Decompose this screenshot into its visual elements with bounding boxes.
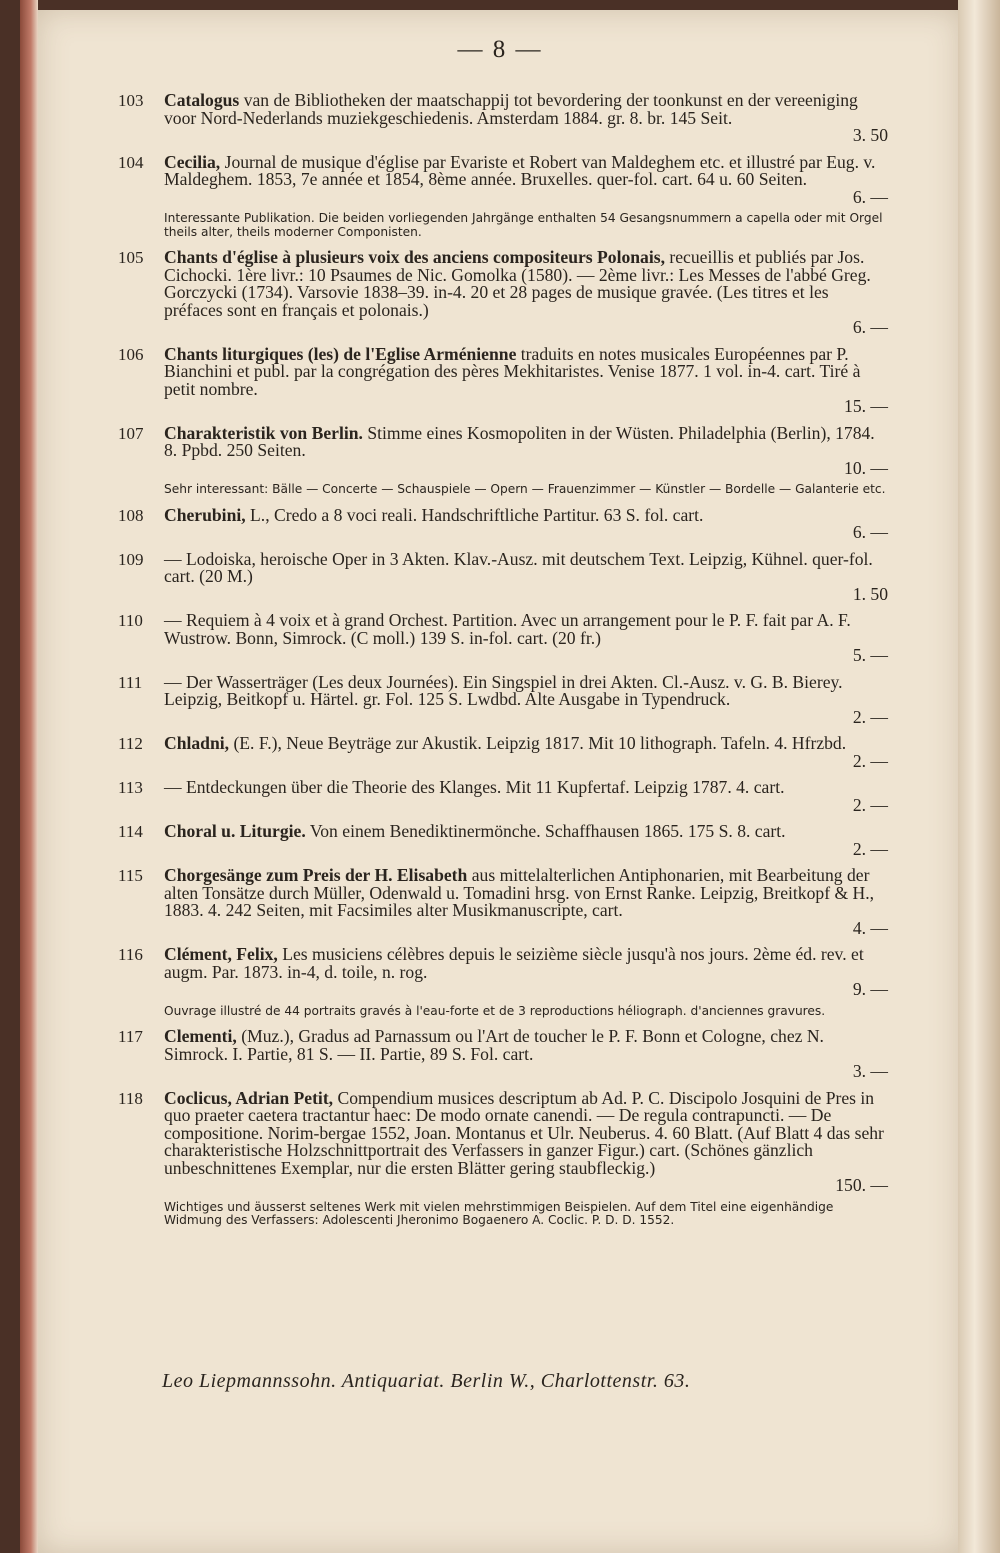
entry-number: 109 [118, 549, 144, 569]
entry-heading: Coclicus, Adrian Petit, [164, 1087, 334, 1108]
entry-number: 112 [118, 734, 143, 753]
entry-price: 10. — [844, 457, 888, 478]
entry-heading: Charakteristik von Berlin. [164, 422, 363, 443]
entry-price: 3. 50 [852, 125, 888, 145]
entry-price: 6. — [852, 317, 888, 337]
entry-number: 110 [118, 611, 143, 630]
entry-number: 103 [118, 91, 144, 110]
entry-number: 107 [118, 423, 144, 443]
entry-note: Ouvrage illustré de 44 portraits gravés à l'eau-forte et de 3 reproductions héliograph. d'anciennes gravures. [164, 1003, 826, 1018]
entry-price: 5. — [852, 645, 888, 665]
entry-description: — Lodoiska, heroische Oper in 3 Akten. Klav.-Ausz. mit deutschem Text. Leipzig, Kühnel. quer-fol. cart. (20 M.) [164, 548, 873, 586]
entry-price: 2. — [852, 750, 888, 771]
entry-description: Journal de musique d'église par Evariste et Robert van Maldeghem etc. et illustré par Eug. v. Maldeghem. 1853, 7e année et 1854, 8ème année. Bruxelles. quer-fol. cart. 64 u. 60 Seiten. [164, 151, 876, 189]
entry-description: aus mittelalterlichen Antiphonarien, mit Bearbeitung der alten Tonsätze durch Müller, Odenwald u. Tomadini hrsg. von Ernst Ranke. Leipzig, Breitkopf & H., 1883. 4. 242 Seiten, mit Facsimiles alter Musikmanuscripte, cart. [164, 865, 875, 920]
entry-description: L., Credo a 8 voci reali. Handschriftliche Partitur. 63 S. fol. cart. [250, 504, 704, 525]
catalogue-entry [118, 671, 888, 727]
entry-description: traduits en notes musicales Européennes par P. Bianchini et publ. par la congrégation des pères Mekhitaristes. Venise 1877. 1 vol. in-4. cart. Tiré à petit nombre. [164, 343, 861, 399]
entry-price: 2. — [852, 838, 888, 859]
entry-number: 111 [118, 672, 143, 692]
entry-price: 4. — [852, 917, 888, 938]
entry-description: recueillis et publiés par Jos. Cichocki. 1ère livr.: 10 Psaumes de Nic. Gomolka (1580). — 2ème livr.: Les Messes de l'abbé Greg. Gorczycki (1734). Varsovie 1838–39. in-4. 20 et 28 pages de musique gravée. (Les titres et les préfaces sont en français et polonais.) [164, 247, 871, 320]
catalogue-entry [118, 343, 888, 416]
entry-heading: Choral u. Liturgie. [164, 821, 306, 841]
entry-number: 105 [118, 248, 144, 267]
entry-number: 104 [118, 152, 144, 172]
entry-number: 116 [118, 945, 143, 964]
publisher-footer: Leo Liepmannssohn. Antiquariat. Berlin W., Charlottenstr. 63. [162, 1370, 691, 1392]
catalogue-entry [118, 422, 888, 478]
entry-number: 108 [118, 505, 144, 525]
entry-heading: Chorgesänge zum Preis der H. Elisabeth [164, 865, 468, 885]
entry-heading: Clément, Felix, [164, 944, 278, 964]
entry-heading: Clementi, [164, 1026, 237, 1046]
page-number: — 8 — [457, 36, 543, 63]
entry-note: Wichtiges und äusserst seltenes Werk mit vielen mehrstimmigen Beispielen. Auf dem Titel eine eigenhändige Widmung des Verfassers: Adolescenti Jheronimo Bogaenero A. Coclic. P. D. D. 1552. [164, 1199, 834, 1227]
entry-number: 106 [118, 344, 144, 364]
entry-heading: Chladni, [164, 733, 230, 753]
entry-price: 6. — [852, 186, 888, 207]
entry-price: 150. — [835, 1175, 888, 1195]
entry-description: (E. F.), Neue Beyträge zur Akustik. Leipzig 1817. Mit 10 lithograph. Tafeln. 4. Hfrzbd. [233, 733, 847, 753]
catalogue-entry [118, 779, 888, 814]
entry-description: — Entdeckungen über die Theorie des Klanges. Mit 11 Kupfertaf. Leipzig 1787. 4. cart. [164, 777, 785, 797]
entry-description: — Requiem à 4 voix et à grand Orchest. Partition. Avec un arrangement pour le P. F. fait par A. F. Wustrow. Bonn, Simrock. (C moll.) 139 S. in-fol. cart. (20 fr.) [164, 610, 851, 648]
entry-description: Les musiciens célèbres depuis le seizième siècle jusqu'à nos jours. 2ème éd. rev. et augm. Par. 1873. in-4, d. toile, n. rog. [164, 944, 864, 982]
entry-number: 114 [118, 822, 143, 841]
entry-description: van de Bibliotheken der maatschappij tot bevordering der toonkunst en der vereeniging voor Nord-Nederlands muziekgeschiedenis. Amsterdam 1884. gr. 8. br. 145 Seit. [164, 90, 858, 128]
entry-description: (Muz.), Gradus ad Parnassum ou l'Art de toucher le P. F. Bonn et Cologne, chez N. Simrock. I. Partie, 81 S. — II. Partie, 89 S. Fol. cart. [164, 1026, 824, 1064]
entry-price: 15. — [844, 396, 888, 416]
catalogue-entry [118, 867, 888, 937]
catalogue-entry [118, 612, 888, 665]
entry-number: 115 [118, 866, 143, 885]
catalogue-entry [118, 1087, 888, 1195]
catalogue-entry [118, 504, 888, 542]
entry-number: 118 [118, 1088, 143, 1108]
catalogue-entry [118, 735, 888, 770]
catalogue-entry [118, 548, 888, 604]
entry-description: — Der Wasserträger (Les deux Journées). Ein Singspiel in drei Akten. Cl.-Ausz. v. G. B. Bierey. Leipzig, Beitkopf u. Härtel. gr. Fol. 125 S. Lwdbd. Alte Ausgabe in Typendruck. [164, 671, 843, 709]
entry-heading: Chants liturgiques (les) de l'Eglise Arménienne [164, 343, 517, 364]
entry-heading: Chants d'église à plusieurs voix des anciens compositeurs Polonais, [164, 247, 665, 267]
entry-note: Interessante Publikation. Die beiden vorliegenden Jahrgänge enthalten 54 Gesangsnummern a capella oder mit Orgel theils alter, theils moderner Componisten. [164, 211, 883, 239]
catalogue-entry [118, 92, 888, 145]
entry-price: 9. — [852, 979, 888, 999]
entry-price: 1. 50 [852, 583, 888, 604]
book-spine [20, 0, 38, 1553]
entry-description: Compendium musices descriptum ab Ad. P. C. Discipolo Josquini de Pres in quo praeter caetera tractantur haec: De modo ornate canendi. — De regula contrapuncti. — De compositione. Norim-bergae 1552, Joan. Montanus et Ulr. Neuberus. 4. 60 Blatt. (Auf Blatt 4 das sehr charakteristische Holzschnittportrait des Verfassers in ganzer Figur.) cart. (Schönes gänzlich unbeschnittenes Exemplar, nur die ersten Blätter gering staubfleckig.) [164, 1087, 884, 1178]
entry-description: Von einem Benediktinermönche. Schaffhausen 1865. 175 S. 8. cart. [309, 821, 786, 841]
entry-price: 6. — [852, 522, 888, 542]
next-page-edge [958, 0, 1000, 1553]
entry-price: 2. — [852, 706, 888, 727]
entry-heading: Cecilia, [164, 151, 221, 172]
entry-number: 117 [118, 1027, 143, 1046]
catalogue-entry [118, 1028, 888, 1081]
catalogue-entries [118, 92, 888, 1238]
catalogue-entry [118, 946, 888, 999]
entry-price: 3. — [852, 1061, 888, 1081]
entry-heading: Catalogus [164, 90, 240, 110]
entry-note: Sehr interessant: Bälle — Concerte — Schauspiele — Opern — Frauenzimmer — Künstler — Bordelle — Galanterie etc. [164, 482, 886, 496]
catalogue-entry [118, 151, 888, 207]
entry-description: Stimme eines Kosmopoliten in der Wüsten. Philadelphia (Berlin), 1784. 8. Ppbd. 250 Seiten. [164, 422, 875, 460]
entry-heading: Cherubini, [164, 504, 246, 525]
catalogue-entry [118, 823, 888, 858]
catalogue-entry [118, 249, 888, 337]
entry-price: 2. — [852, 794, 888, 815]
entry-number: 113 [118, 778, 143, 797]
